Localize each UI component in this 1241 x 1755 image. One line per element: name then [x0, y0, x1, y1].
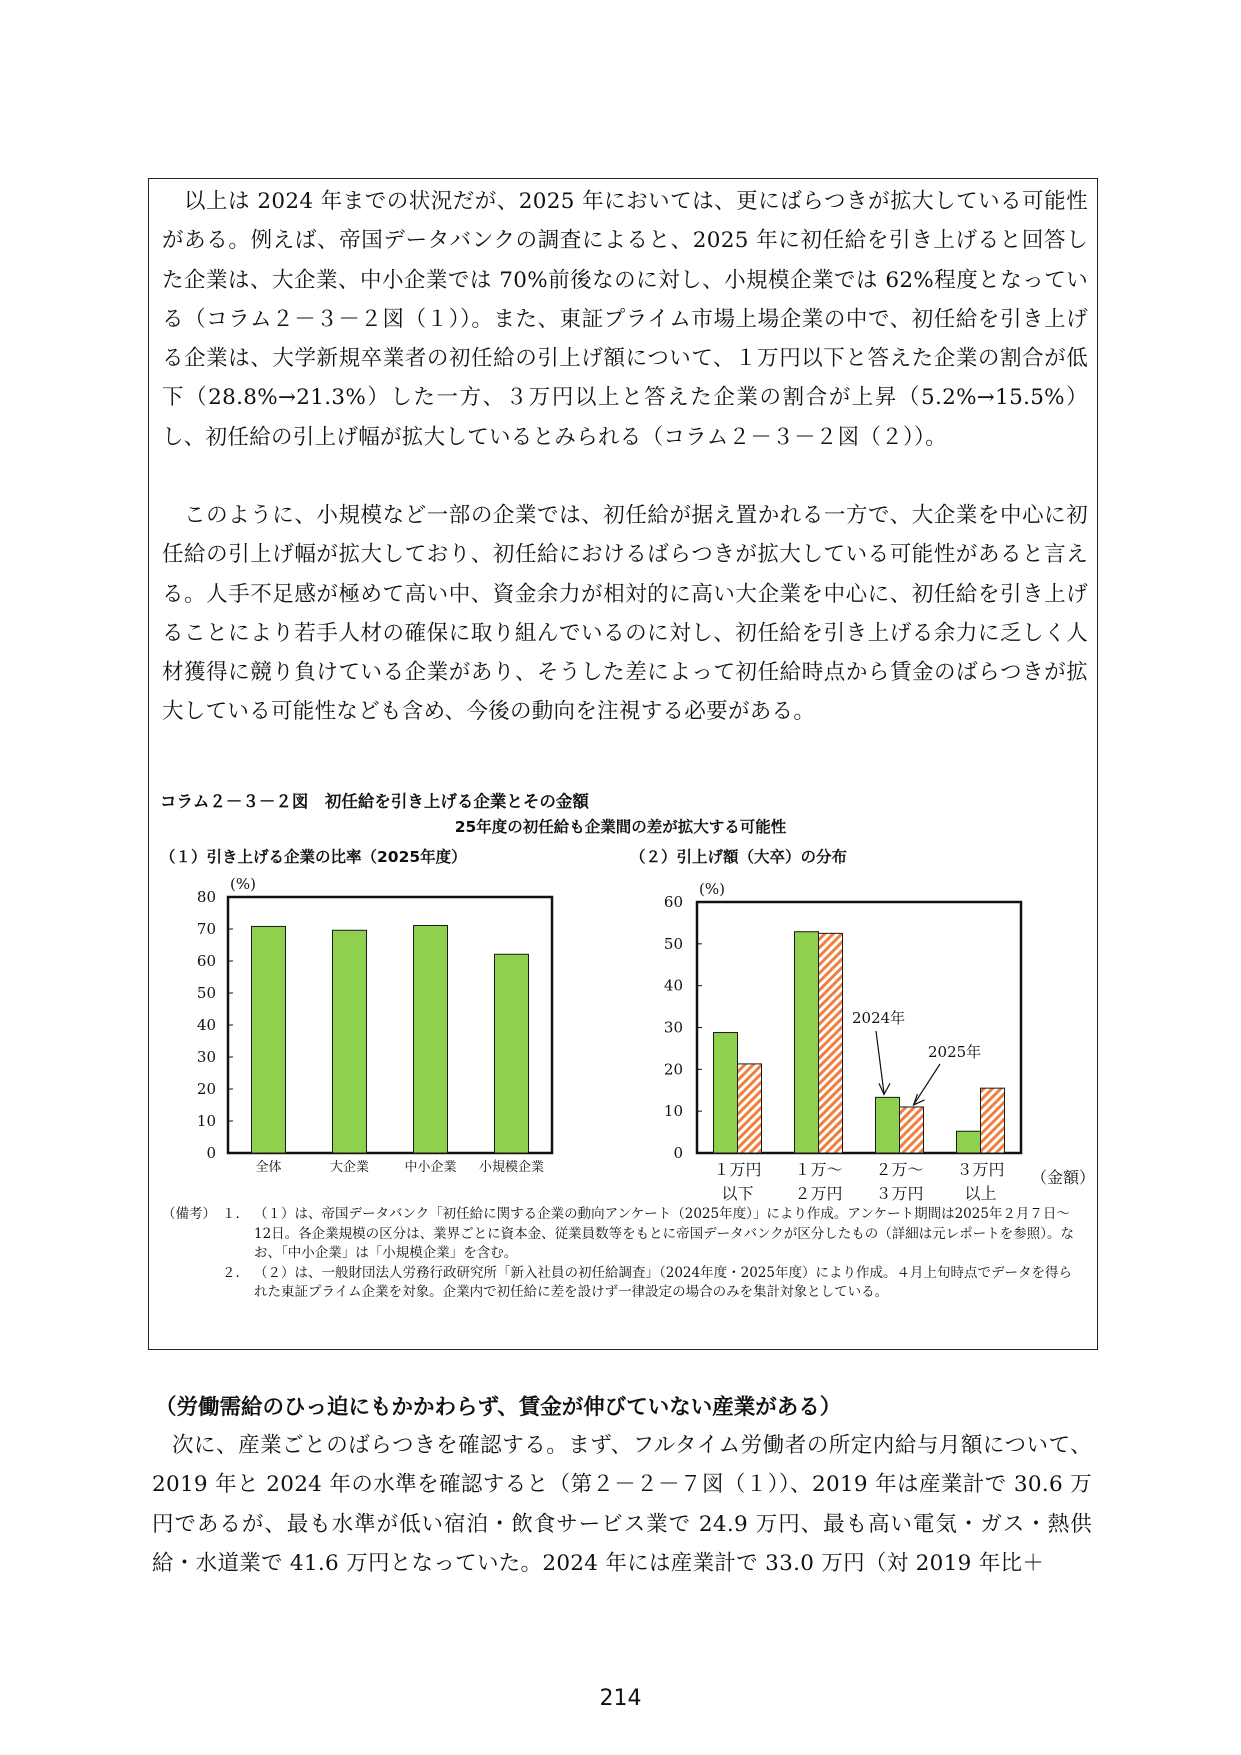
chart1-ytick-label-2: 20: [196, 1080, 216, 1098]
chart2-annotation-2025: 2025年: [928, 1043, 982, 1061]
note-2-text: （２）は、一般財団法人労務行政研究所「新入社員の初任給調査」（2024年度・2025年度）により作成。４月上旬時点でデータを得られた東証プライム企業を対象。企業内で初任給に差を設けず一律設定の場合のみを集計対象としている。: [254, 1264, 1072, 1300]
chart2-annotation-2024: 2024年: [852, 1009, 906, 1027]
chart2-ytick-label-0: 0: [673, 1144, 683, 1162]
chart1-ytick-label-0: 0: [206, 1144, 216, 1162]
body-paragraph-1: 以上は 2024 年までの状況だが、2025 年においては、更にばらつきが拡大している可能性がある。例えば、帝国データバンクの調査によると、2025 年に初任給を引き上げると回答した企業は、大企業、中小企業では 70%前後なのに対し、小規模企業では 62%程度となっている（コラム２－３－２図（１））。また、東証プライム市場上場企業の中で、初任給を引き上げる企業は、大学新規卒業者の初任給の引上げ額について、１万円以下と答えた企業の割合が低下（28.8%→21.3%）した一方、３万円以上と答えた企業の割合が上昇（5.2%→15.5%）し、初任給の引上げ幅が拡大しているとみられる（コラム２－３－２図（２））。: [162, 189, 1088, 450]
chart2-ytick-label-5: 50: [663, 934, 683, 953]
chart2-xtick-label-3-0: ３万円: [956, 1160, 1005, 1179]
chart2-bar-s1-2: [900, 1107, 924, 1153]
figure-notes: [162, 1205, 1082, 1303]
chart-1: [197, 875, 552, 1175]
chart1-bar-2: [414, 925, 448, 1153]
note-1: [162, 1205, 1082, 1264]
chart2-ytick-label-6: 60: [663, 893, 683, 911]
chart1-ytick-label-7: 70: [196, 920, 216, 938]
chart1-ytick-label-4: 40: [196, 1016, 216, 1034]
chart2-annotation-2024-arrowhead: [879, 1083, 890, 1094]
chart2-xtick-label-1-1: ２万円: [794, 1184, 843, 1203]
figure-subtitle: 25年度の初任給も企業間の差が拡大する可能性: [454, 818, 787, 836]
chart2-xtick-label-0-1: 以下: [721, 1184, 754, 1203]
chart1-xtick-label-3: 小規模企業: [478, 1160, 545, 1175]
body-paragraph-2: このように、小規模など一部の企業では、初任給が据え置かれる一方で、大企業を中心に初任給の引上げ幅が拡大しており、初任給におけるばらつきが拡大している可能性があると言える。人手不足感が極めて高い中、資金余力が相対的に高い大企業を中心に、初任給を引き上げることにより若手人材の確保に取り組んでいるのに対し、初任給を引き上げる余力に乏しく人材獲得に競り負けている企業があり、そうした差によって初任給時点から賃金のばらつきが拡大している可能性なども含め、今後の動向を注視する必要がある。: [162, 503, 1088, 725]
chart1-ytick-label-8: 80: [196, 888, 216, 906]
note-2: [162, 1264, 1082, 1303]
chart2-ytick-label-1: 10: [663, 1102, 683, 1121]
panel1-title: （１）引き上げる企業の比率（2025年度）: [160, 848, 467, 866]
note-2-number: ２．: [222, 1264, 249, 1281]
note-1-number: １．: [222, 1206, 249, 1222]
chart2-bar-s1-0: [738, 1064, 762, 1153]
chart2-bar-s0-3: [957, 1131, 981, 1153]
chart2-bar-s1-1: [819, 933, 843, 1153]
chart1-ytick-label-5: 50: [196, 984, 216, 1002]
chart1-ytick-label-3: 30: [196, 1048, 216, 1066]
chart2-bar-s0-2: [876, 1097, 900, 1153]
chart2-ytick-label-3: 30: [663, 1018, 683, 1037]
notes-label: （備考）: [162, 1206, 216, 1222]
chart2-bar-s0-0: [714, 1033, 738, 1153]
body-paragraph-3: 次に、産業ごとのばらつきを確認する。まず、フルタイム労働者の所定内給与月額について、2019 年と 2024 年の水準を確認すると（第２－２－７図（１））、2019 年は産業計で 30.6 万円であるが、最も水準が低い宿泊・飲食サービス業で 24.9 万円、最も高い電気・ガス・熱供給・水道業で 41.6 万円となっていた。2024 年には産業計で 33.0 万円（対 2019 年比＋: [152, 1433, 1092, 1576]
page-number: 214: [599, 1686, 642, 1711]
chart2-xtick-label-2-0: ２万～: [875, 1160, 924, 1179]
section-heading: （労働需給のひっ迫にもかかわらず、賃金が伸びていない産業がある）: [155, 1395, 842, 1420]
chart2-ylabel: (%): [699, 880, 725, 898]
chart-2: [664, 880, 1095, 1203]
chart2-xtick-label-3-1: 以上: [964, 1184, 997, 1203]
chart2-annotation-2025-arrow: [914, 1064, 941, 1105]
chart2-xtick-label-1-0: １万～: [794, 1160, 843, 1179]
chart2-ytick-label-4: 40: [663, 976, 683, 995]
chart1-bar-3: [495, 954, 529, 1153]
note-1-text: （１）は、帝国データバンク「初任給に関する企業の動向アンケート（2025年度）」により作成。アンケート期間は2025年２月７日～12日。各企業規模の区分は、業界ごとに資本金、従業員数等をもとに帝国データバンクが区分したもの（詳細は元レポートを参照）。なお、「中小企業」は「小規模企業」を含む。: [254, 1206, 1075, 1261]
chart1-ytick-label-6: 60: [196, 952, 216, 970]
chart1-bar-0: [252, 926, 286, 1153]
figure-title: コラム２－３－２図 初任給を引き上げる企業とその金額: [160, 792, 589, 811]
chart2-xlabel: （金額）: [1031, 1168, 1096, 1187]
chart2-ytick-label-2: 20: [663, 1060, 683, 1079]
chart1-bar-1: [333, 930, 367, 1153]
chart2-annotation-2024-arrow: [876, 1031, 884, 1093]
chart1-xtick-label-1: 大企業: [329, 1160, 370, 1175]
chart1-ylabel: (%): [230, 875, 256, 893]
chart1-xtick-label-0: 全体: [255, 1160, 282, 1175]
chart1-xtick-label-2: 中小企業: [404, 1160, 457, 1175]
chart2-xtick-label-2-1: ３万円: [875, 1184, 924, 1203]
chart1-ytick-label-1: 10: [196, 1112, 216, 1130]
chart2-bar-s0-1: [795, 932, 819, 1153]
chart2-bar-s1-3: [981, 1088, 1005, 1153]
chart2-xtick-label-0-0: １万円: [713, 1160, 762, 1179]
panel2-title: （２）引上げ額（大卒）の分布: [630, 848, 848, 866]
